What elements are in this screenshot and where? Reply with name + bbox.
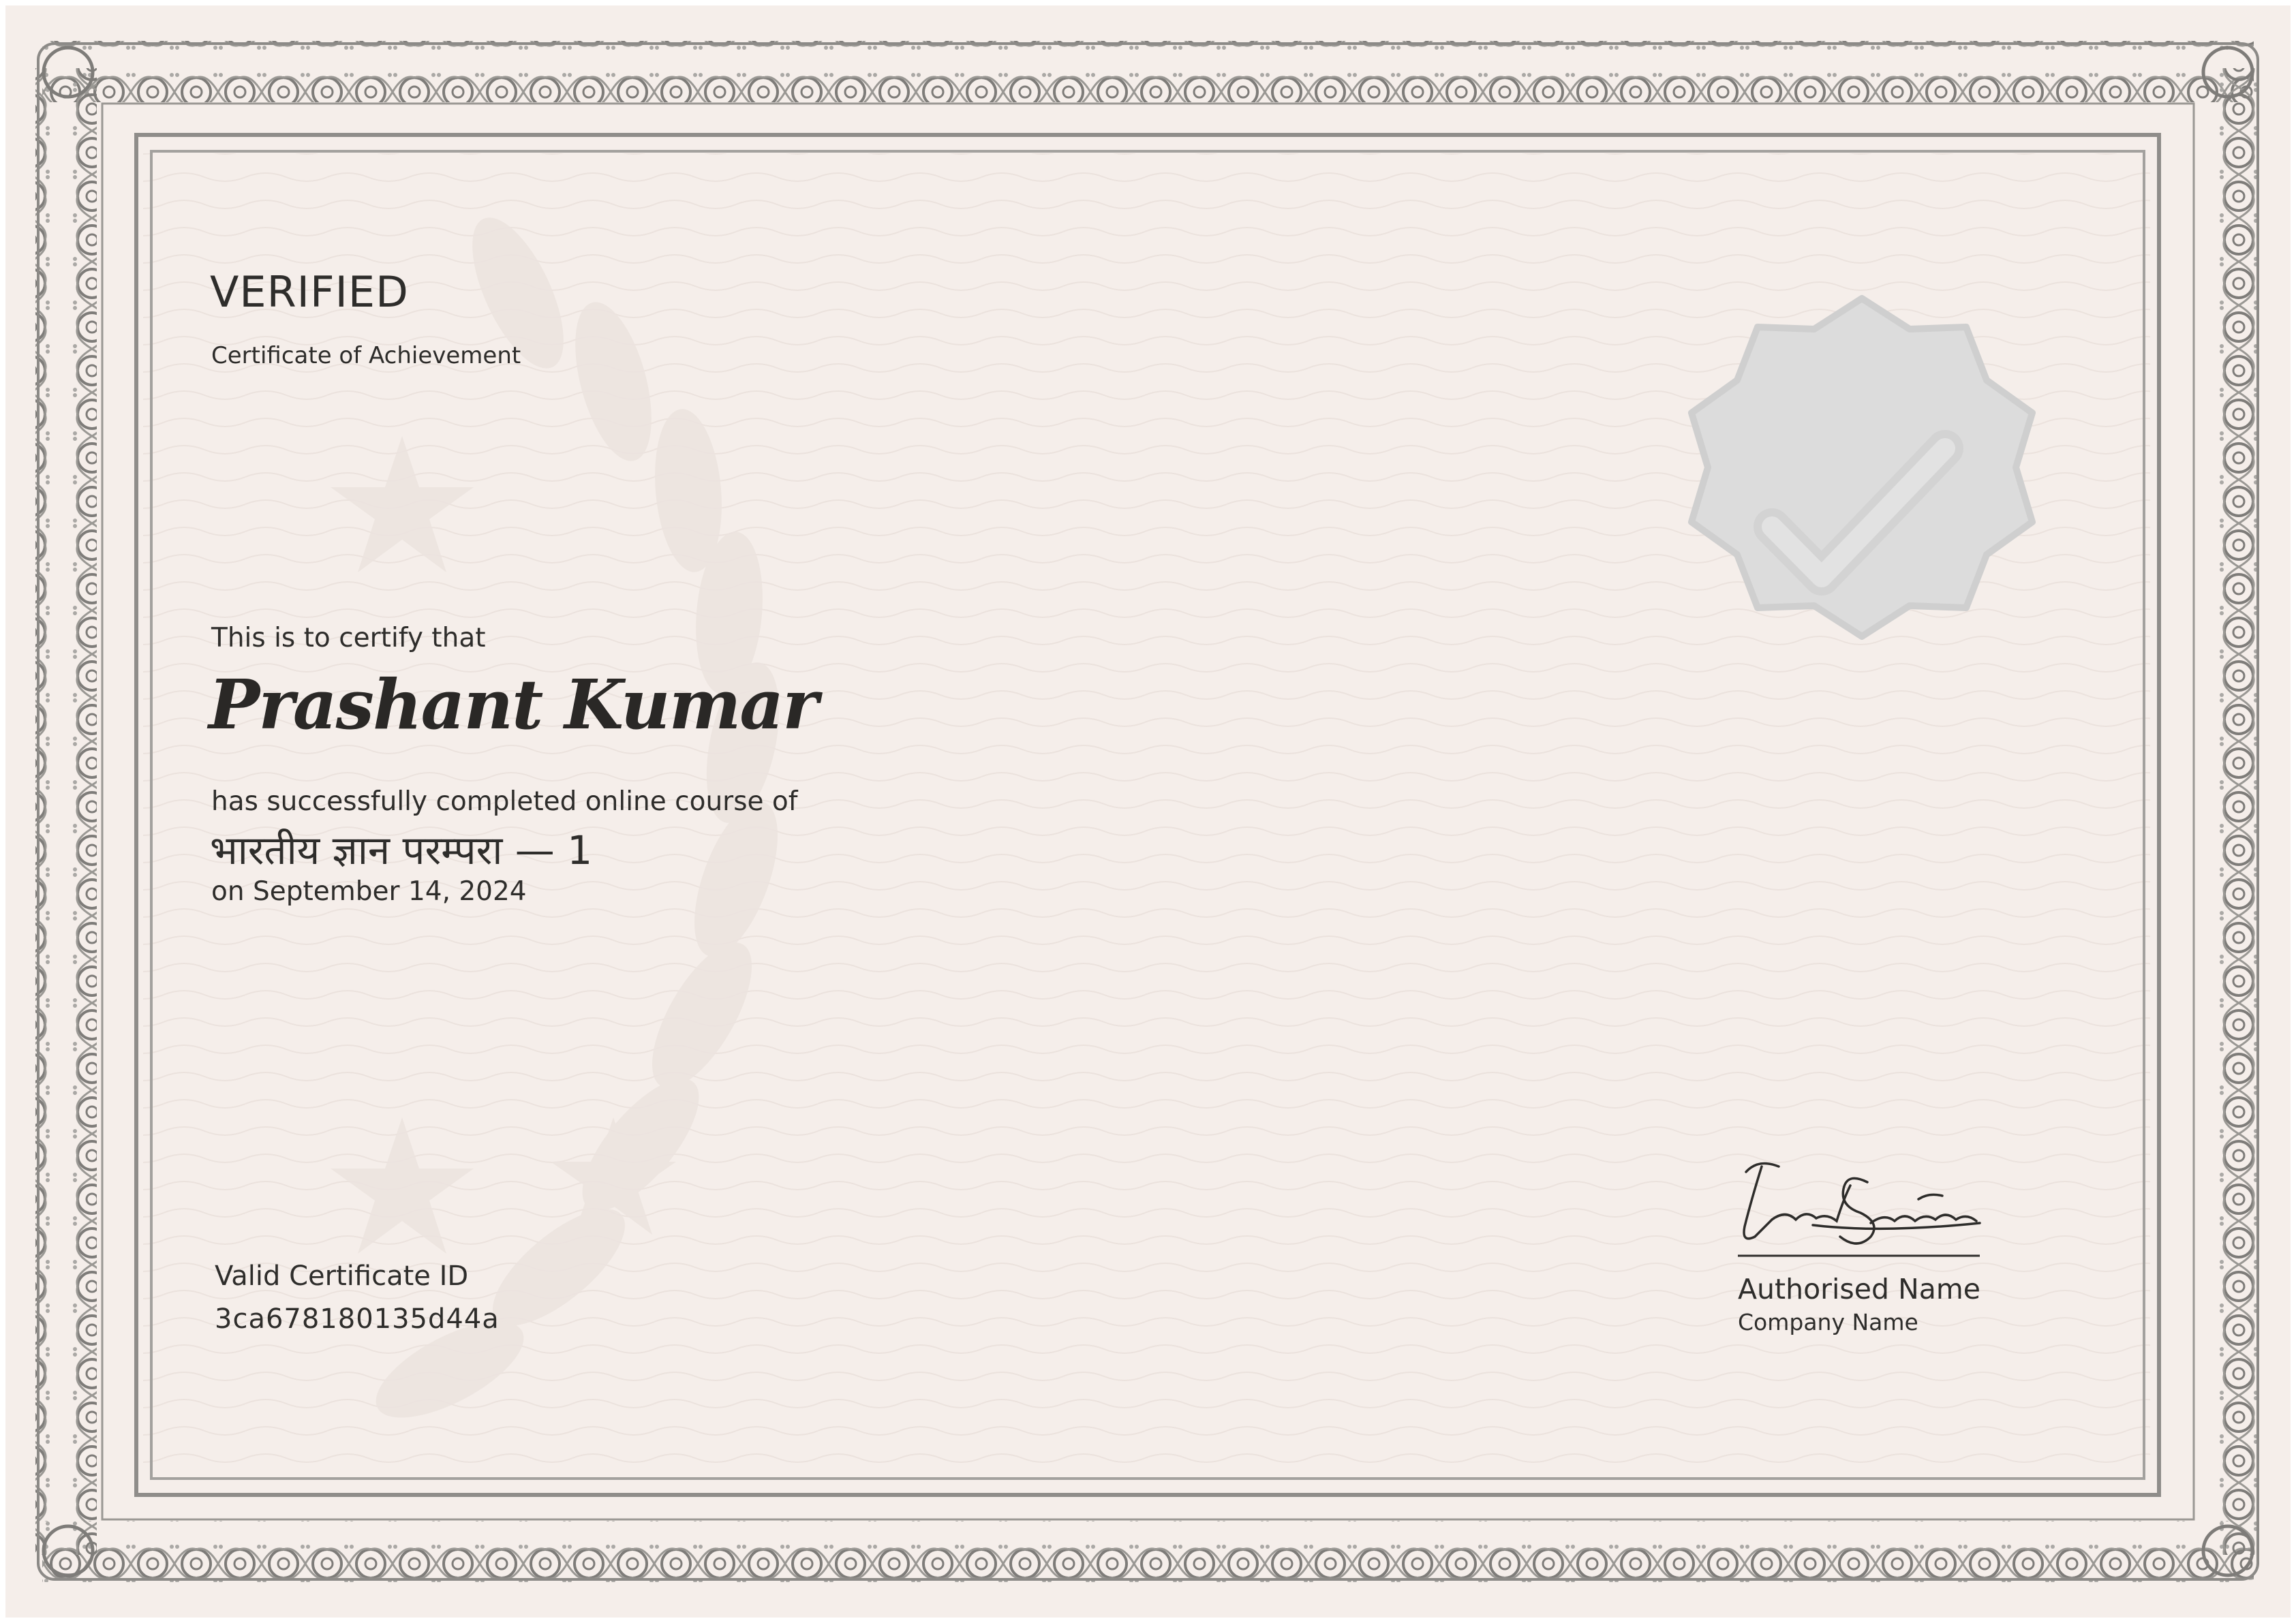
certificate-heading: VERIFIED bbox=[210, 267, 409, 317]
completion-date: on September 14, 2024 bbox=[211, 876, 527, 907]
authorised-name: Authorised Name bbox=[1738, 1273, 1981, 1305]
certificate-id-value: 3ca678180135d44a bbox=[215, 1303, 500, 1335]
recipient-name: Prashant Kumar bbox=[209, 664, 817, 745]
completion-text: has successfully completed online course of bbox=[211, 786, 798, 817]
certificate-id-label: Valid Certificate ID bbox=[215, 1261, 469, 1292]
certify-intro: This is to certify that bbox=[211, 623, 486, 653]
certificate-subtitle: Certificate of Achievement bbox=[211, 342, 521, 369]
course-title: भारतीय ज्ञान परम्परा — 1 bbox=[210, 827, 593, 874]
company-name: Company Name bbox=[1738, 1309, 1918, 1335]
